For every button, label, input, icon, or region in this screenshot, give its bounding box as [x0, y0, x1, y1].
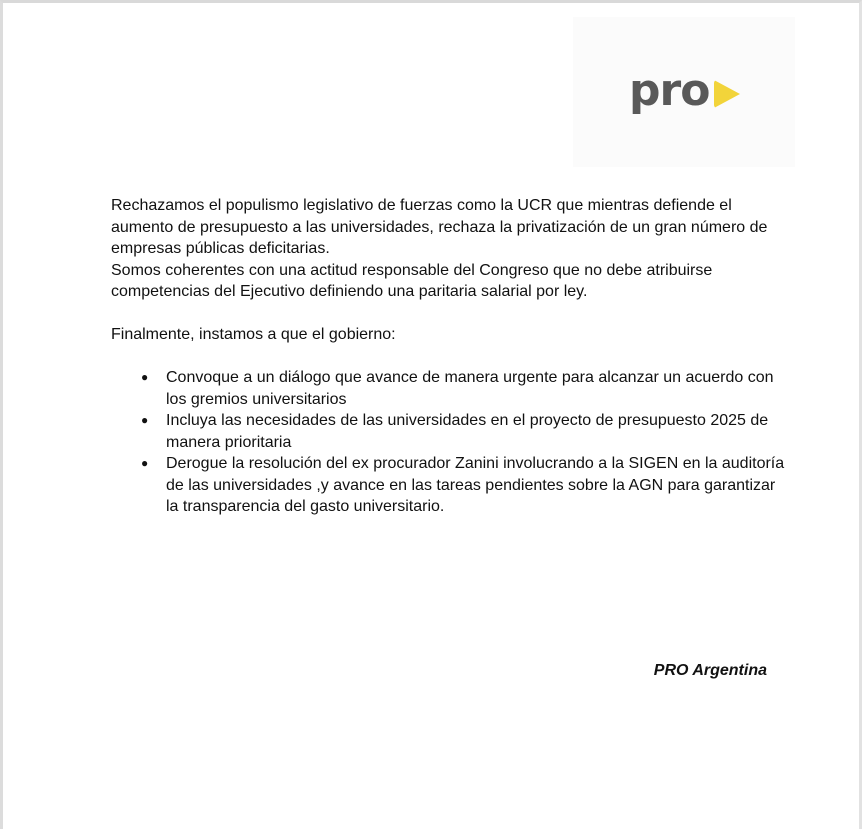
signature: PRO Argentina — [653, 662, 767, 679]
bullet-icon: ● — [141, 370, 149, 384]
list-item-text: Convoque a un diálogo que avance de manera urgente para alcanzar un acuerdo con los gremios universitarios — [166, 369, 774, 408]
bullet-icon: ● — [141, 413, 149, 427]
logo-area — [573, 17, 795, 167]
list-item — [141, 367, 791, 410]
list-item — [141, 410, 791, 453]
play-triangle-icon — [714, 80, 740, 108]
logo-wordmark: pro — [629, 65, 710, 116]
list-item-text: Incluya las necesidades de las universidades en el proyecto de presupuesto 2025 de manera prioritaria — [166, 412, 769, 451]
pro-logo — [629, 65, 740, 116]
paragraph-rejection: Rechazamos el populismo legislativo de fuerzas como la UCR que mientras defiende el aumento de presupuesto a las universidades, rechaza la privatización de un gran número de empresas públicas deficitarias. — [111, 197, 768, 257]
demands-list — [111, 367, 791, 518]
list-item-text: Derogue la resolución del ex procurador Zanini involucrando a la SIGEN en la auditoría de las universidades ,y avance en las tareas pendientes sobre la AGN para garantizar la transparencia del gasto universitario. — [166, 455, 785, 515]
blank-line — [111, 346, 791, 368]
bullet-icon: ● — [141, 456, 149, 470]
blank-line — [111, 303, 791, 325]
paragraph-intro: Finalmente, instamos a que el gobierno: — [111, 326, 396, 343]
list-item — [141, 453, 791, 518]
document-body — [111, 195, 791, 518]
paragraph-coherence: Somos coherentes con una actitud responsable del Congreso que no debe atribuirse competencias del Ejecutivo definiendo una paritaria salarial por ley. — [111, 261, 713, 300]
